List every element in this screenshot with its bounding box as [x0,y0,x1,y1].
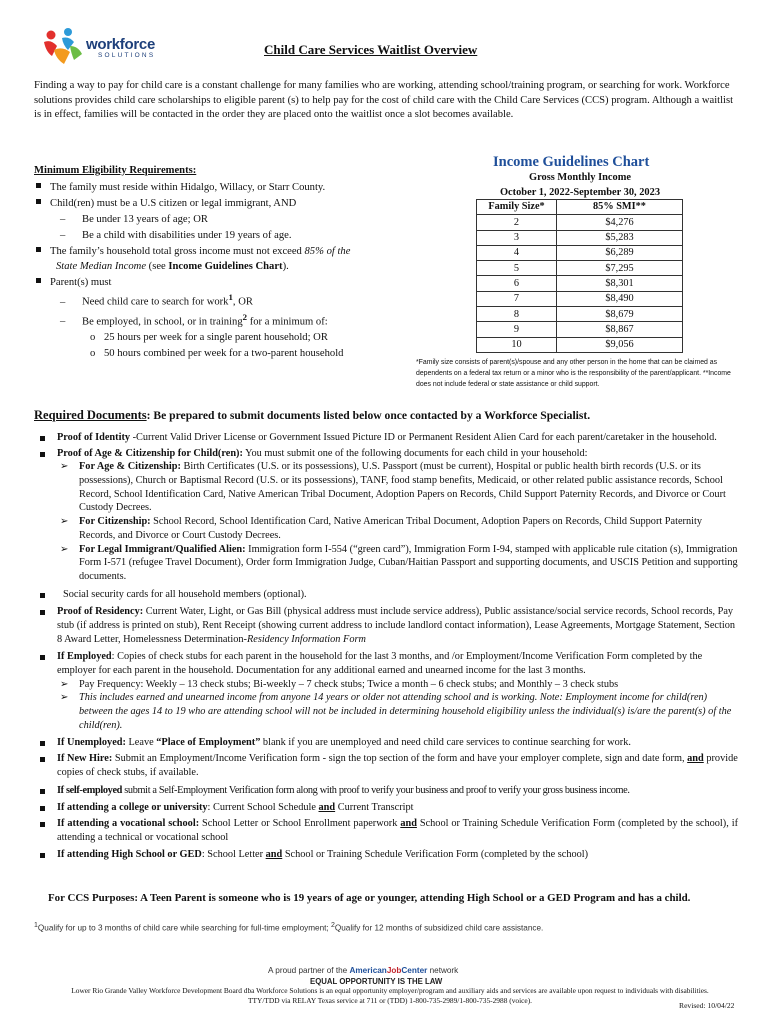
ajc-center: Center [401,966,428,975]
income-chart-title: Income Guidelines Chart [493,154,650,170]
bullet-icon [40,436,45,441]
bullet-icon [36,247,41,252]
list-item [38,515,738,542]
doc-emp-text: : Copies of check stubs for each parent in the household for the last 3 months, and /or Employment/Income Verification Form completed by the employer for each parent in the household. Documentation for any additional earned and unearned income for the last 3 months. [57,651,703,676]
bullet-icon [40,593,45,598]
eligibility-or: , OR [232,296,253,308]
eligibility-heading: Minimum Eligibility Requirements: [34,165,197,176]
eligibility-under13: Be under 13 years of age; OR [82,213,208,225]
doc-cit-text: School Record, School Identification Card, Native American Tribal Document, Adoption Papers on Records, Child Support Paternity Records, and Divorce or Court Custody Decrees. [79,516,702,541]
doc-voc-and: and [400,817,417,829]
list-item: – Need child care to search for work$^1$, OR [60,292,253,308]
ajc-partner-line [268,966,508,977]
cell-family-size: 6 [477,276,557,291]
list-item [36,180,456,196]
cell-smi: $7,295 [557,261,683,276]
footnote-ref-2: 2 [242,311,248,322]
arrow-icon: ➢ [60,678,69,690]
cell-family-size: 4 [477,245,557,260]
table-row [477,276,683,291]
doc-hs-and: and [265,849,283,861]
table-row [477,230,683,245]
table-row [477,215,683,230]
income-chart-subheading: Gross Monthly Income [529,172,631,183]
cell-smi: $9,056 [557,337,683,352]
table-row [477,245,683,260]
doc-voc-label: If attending a vocational school: [57,817,200,829]
doc-hire-text2: provide copies of check stubs, if available. [57,753,738,778]
eligibility-income-pct: 85% of the [304,245,351,257]
eligibility-see: (see [146,261,169,273]
doc-coll-text2: Current Transcript [335,802,414,814]
doc-unemp-text1: Leave [125,737,157,749]
list-item [38,784,738,798]
income-table [476,199,683,353]
ajc-american: American [349,966,387,975]
cell-family-size: 2 [477,215,557,230]
doc-incl-text: This includes earned and unearned income from anyone 14 years or older not attending school and is working. Note: Employment income for child(ren) between the ages 14 to 19 who are attending school will not be included in determining household eligibility unless the individual(s) is/are the parent(s) of the child(ren). [79,692,732,731]
list-item [38,691,738,732]
table-row [477,337,683,352]
table-row [477,307,683,322]
bullet-icon [40,452,45,457]
eoe-statement: EQUAL OPPORTUNITY IS THE LAW [310,977,443,986]
income-chart-period: October 1, 2022-September 30, 2023 [499,187,661,199]
doc-age-label: Proof of Age & Citizenship for Child(ren): [57,447,243,459]
list-item [38,447,738,584]
list-item: o 25 hours per week for a single parent household; OR [90,332,328,344]
doc-hire-label: If New Hire: [57,753,113,765]
doc-res-form: Residency Information Form [246,633,366,645]
partner-pre: A proud partner of the [268,966,350,975]
doc-voc-text1: School Letter or School Enrollment paperwork [199,817,401,829]
doc-hs-text1: : School Letter [201,849,266,861]
doc-unemp-label: If Unemployed: [57,737,126,749]
doc-legal-label: For Legal Immigrant/Qualified Alien: [79,543,246,555]
cell-smi: $5,283 [557,230,683,245]
bullet-icon [40,853,45,858]
cell-family-size: 3 [477,230,557,245]
doc-self-text: submit a Self-Employment Verification form along with proof to verify your business and proof to verify your gross business income. [122,784,630,796]
cell-smi: $8,867 [557,322,683,337]
doc-unemp-field: “Place of Employment” [156,737,261,749]
logo-wordmark: workforce [86,36,155,53]
ajc-job: Job [386,966,402,975]
list-item [36,196,456,212]
doc-hs-label: If attending High School or GED [57,849,202,861]
arrow-icon: ➢ [60,543,69,555]
cell-family-size: 9 [477,322,557,337]
doc-hire-and: and [687,753,704,765]
required-docs-label: Required Documents [34,408,147,422]
logo-subtitle: SOLUTIONS [98,52,156,59]
list-item: – Be employed, in school, or in training$^2$ for a minimum of: [60,311,328,328]
doc-legal-text: Immigration form I-554 (“green card”), Immigration Form I-94, stamped with applicable rule citation (s), Immigration Form I-571 (refugee Travel Document), Order form Immigration Judge, Cuban/Haitian Passport and supporting documents, and USCIS Petition and supporting documents. [79,543,738,582]
arrow-icon: ➢ [60,516,69,528]
eligibility-parents: Parent(s) must [50,277,112,289]
eligibility-search: Need child care to search for work [82,296,229,308]
revised-date: Revised: 10/04/22 [679,1001,735,1010]
required-docs-list [38,431,738,864]
eligibility-single: 25 hours per week for a single parent household; OR [104,332,328,344]
table-row [477,291,683,306]
doc-identity-label: Proof of Identity [57,432,131,443]
doc-coll-and: and [318,802,336,814]
eligibility-disabilities: Be a child with disabilities under 19 years of age. [82,229,292,241]
doc-res-label: Proof of Residency: [57,606,144,618]
arrow-icon: ➢ [60,692,69,704]
cell-family-size: 10 [477,337,557,352]
footnote-1-text: Qualify for up to 3 months of child care while searching for full-time employment; [37,923,331,933]
eligibility-residence: The family must reside within Hidalgo, Willacy, or Starr County. [50,182,326,193]
list-item [38,736,738,750]
cell-smi: $8,679 [557,307,683,322]
footnotes [34,921,754,934]
required-docs-instructions: : Be prepared to submit documents listed below once contacted by a Workforce Specialist. [146,409,591,422]
eligibility-citizen: Child(ren) must be a U.S citizen or legal immigrant, AND [50,197,297,209]
list-item [38,543,738,584]
bullet-icon [40,806,45,811]
table-row [477,322,683,337]
eligibility-school: Be employed, in school, or in training [82,316,243,328]
doc-agecit-text: Birth Certificates (U.S. or its possessions), U.S. Passport (must be current), Hospital or public health birth records (U.S. or its possessions), Church or Baptismal Record (U.S. or its possessions), TANF, food stamp benefits, Medicaid, or other related public assistance records, School Record, School Identification Card, Native American Tribal Document, Adoption Papers on Records, Child Support Paternity Records, and Divorce or Court Custody Decrees. [79,461,726,514]
list-item [36,259,456,275]
eligibility-income: The family’s household total gross income must not exceed [50,245,305,257]
doc-voc-text2: School or Training Schedule Verification Form (completed by the school), if attending a technical or vocational school [57,817,738,843]
workforce-logo [40,26,160,66]
page-title: Child Care Services Waitlist Overview [264,42,478,57]
list-item [38,817,738,844]
list-item [36,275,456,291]
doc-self-label: If self-employed [57,784,123,796]
eligibility-minimum: for a minimum of: [247,316,328,328]
intro-paragraph: Finding a way to pay for child care is a constant challenge for many families who are working, attending school/training program, or searching for work. Workforce solutions provides child care scholarships to eligible parent (s) to help pay for the cost of child care with the Child Care Services (CCS) program. Although a waitlist is in effect, families will be contacted in the order they are placed onto the waitlist once a slot becomes available. [34,80,734,121]
bullet-icon [40,741,45,746]
cell-smi: $8,301 [557,276,683,291]
list-item [38,460,738,515]
bullet-icon [36,183,41,188]
list-item [38,605,738,646]
list-item [38,431,738,445]
list-item [38,650,738,732]
footnote-2-marker: 2 [330,922,335,929]
list-item [38,588,738,602]
footnote-1-marker: 1 [34,922,38,929]
cell-family-size: 5 [477,261,557,276]
arrow-icon: ➢ [60,461,69,473]
eligibility-two: 50 hours combined per week for a two-parent household [104,347,344,359]
bullet-icon [40,655,45,660]
board-disclaimer: Lower Rio Grande Valley Workforce Development Board dba Workforce Solutions is an equal opportunity employer/program and auxiliary aids and services are available upon request to individuals with disabilities. TTY/TDD via RELAY Texas service at 711 or (TDD) 1-800-735-2989/1-800-735-2988 (voice). [71,986,709,1006]
list-item: o 50 hours combined per week for a two-parent household [90,347,344,359]
partner-post: network [427,966,459,975]
eligibility-list [36,180,456,362]
ccs-teen-parent-note: For CCS Purposes: A Teen Parent is someone who is 19 years of age or younger, attending High School or a GED Program and has a child. [48,892,691,904]
col-family-size: Family Size* [477,200,557,215]
doc-emp-label: If Employed [57,651,112,663]
doc-hire-text1: Submit an Employment/Income Verification form - sign the top section of the form and have your employer complete, sign and date form, [112,753,688,765]
cell-family-size: 8 [477,307,557,322]
required-docs-heading [34,407,590,423]
bullet-icon [40,757,45,762]
doc-coll-label: If attending a college or university [57,802,208,814]
doc-hs-text2: School or Training Schedule Verification Form (completed by the school) [282,849,589,861]
cell-smi: $4,276 [557,215,683,230]
doc-unemp-text2: blank if you are unemployed and need child care services to continue searching for work. [260,737,631,749]
footnote-ref-1: 1 [228,292,233,303]
cell-family-size: 7 [477,291,557,306]
list-item [36,244,456,260]
doc-pay-text: Pay Frequency: Weekly – 13 check stubs; Bi-weekly – 7 check stubs; Twice a month – 6 check stubs; and Monthly – 3 check stubs [79,678,619,690]
bullet-icon [40,610,45,615]
doc-identity-text: -Current Valid Driver License or Government Issued Picture ID or Permanent Resident Alien Card for each parent/caretaker in the household. [130,432,717,443]
income-chart-subtitle [475,170,685,200]
cell-smi: $8,490 [557,291,683,306]
doc-agecit-label: For Age & Citizenship: [79,461,181,473]
eligibility-chart-ref: Income Guidelines Chart [168,261,283,273]
doc-cit-label: For Citizenship: [79,516,151,528]
doc-age-text: You must submit one of the following documents for each child in your household: [242,447,588,459]
doc-res-text: Current Water, Light, or Gas Bill (physical address must include service address), Public assistance/social service records, School records, Pay stub (if address is printed on stub), Rent Receipt (showing current address to include landlord contact information), Lease Agreements, Mortgage Statement, Section 8 Award Letter, Homelessness Determination- [57,606,735,645]
cell-smi: $6,289 [557,245,683,260]
eligibility-smi: State Median Income [56,261,147,273]
bullet-icon [36,199,41,204]
list-item: – Be under 13 years of age; OR [60,213,208,225]
doc-coll-text1: : Current School Schedule [207,802,319,814]
col-smi: 85% SMI** [557,200,683,215]
workforce-logo-icon [40,26,84,66]
doc-ssn-text: Social security cards for all household members (optional). [63,588,307,600]
bullet-icon [40,789,45,794]
list-item [38,752,738,779]
bullet-icon [36,278,41,283]
list-item [38,678,738,692]
footnote-2-text: Qualify for 12 months of subsidized child care assistance. [334,923,544,933]
table-row [477,261,683,276]
eligibility-close: ). [282,261,289,273]
list-item [38,848,738,862]
bullet-icon [40,822,45,827]
list-item: – Be a child with disabilities under 19 years of age. [60,229,292,241]
income-chart-note: *Family size consists of parent(s)/spouse and any other person in the home that can be claimed as dependents on a federal tax return or a minor who is the responsibility of the parent/applicant. **Income does not include federal or state assistance or child support. [416,359,731,388]
list-item [38,801,738,815]
